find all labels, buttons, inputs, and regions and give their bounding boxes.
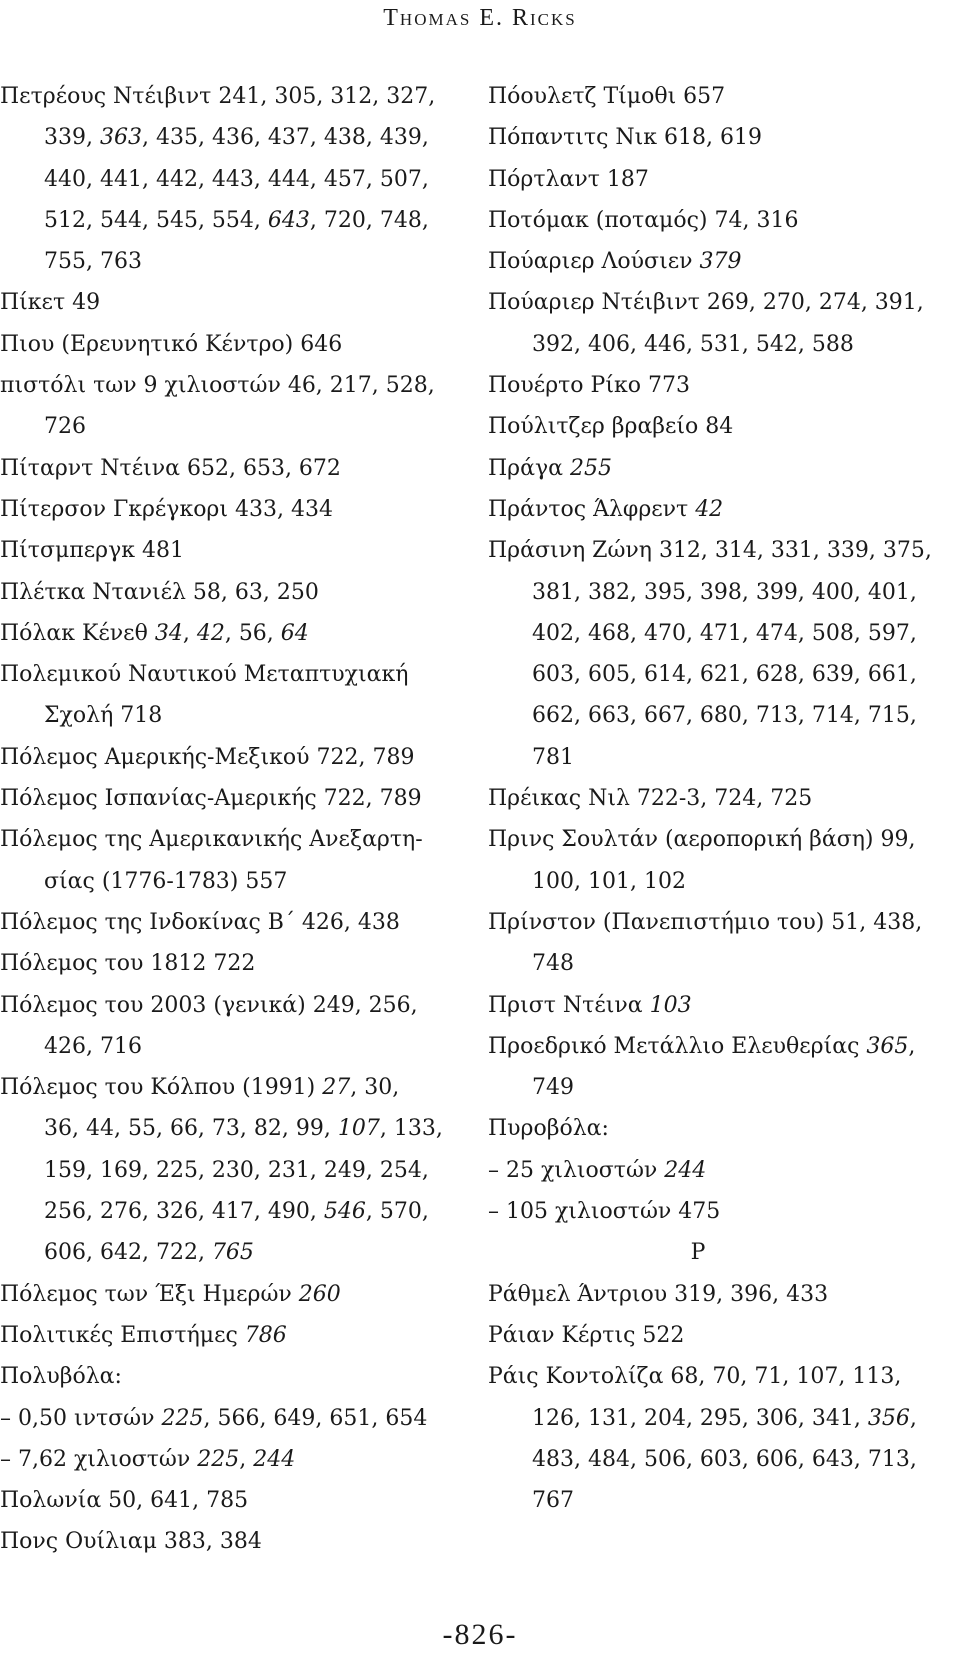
- index-entry: [488, 241, 928, 282]
- index-entry: [488, 819, 928, 860]
- entry-text: ,: [908, 1033, 916, 1059]
- index-column-right: [488, 76, 932, 1521]
- index-entry: [0, 985, 440, 1026]
- index-entry: [488, 1315, 928, 1356]
- entry-text: Πίτσμπεργκ 481: [0, 538, 184, 564]
- index-entry: [0, 365, 440, 406]
- entry-text: 483, 484, 506, 603, 606, 643, 713,: [532, 1446, 917, 1472]
- index-entry-continuation: [0, 406, 440, 447]
- italic-page-ref: 643: [267, 207, 310, 233]
- entry-text: Πόλεμος του 2003 (γενικά) 249, 256,: [0, 992, 418, 1018]
- entry-text: Πράντος Άλφρεντ: [488, 496, 696, 522]
- index-entry-continuation: [0, 695, 440, 736]
- index-entry: [0, 613, 440, 654]
- entry-text: 381, 382, 395, 398, 399, 400, 401,: [532, 579, 917, 605]
- entry-text: Ποτόμακ (ποταμός) 74, 316: [488, 207, 799, 233]
- italic-page-ref: 244: [664, 1157, 707, 1183]
- entry-text: 662, 663, 667, 680, 713, 714, 715,: [532, 703, 917, 729]
- index-entry-continuation: [488, 861, 928, 902]
- index-entry: [0, 489, 440, 530]
- index-entry: [0, 448, 440, 489]
- entry-text: – 7,62 χιλιοστών: [0, 1446, 198, 1472]
- entry-text: 748: [532, 951, 574, 977]
- index-entry-continuation: [0, 1191, 440, 1232]
- italic-page-ref: 365: [866, 1033, 909, 1059]
- index-entry-continuation: [488, 654, 928, 695]
- index-entry: [488, 1274, 928, 1315]
- entry-text: Πράγα: [488, 455, 570, 481]
- entry-text: , 30,: [350, 1075, 400, 1101]
- index-entry-continuation: [0, 1026, 440, 1067]
- entry-text: Πίτερσον Γκρέγκορι 433, 434: [0, 496, 333, 522]
- entry-text: 781: [532, 744, 574, 770]
- index-entry: [0, 1521, 440, 1562]
- entry-text: Πόπαντιτς Νικ 618, 619: [488, 125, 762, 151]
- entry-text: Πόλεμος του Κόλπου (1991): [0, 1075, 323, 1101]
- italic-page-ref: 27: [322, 1075, 351, 1101]
- index-entry: [0, 902, 440, 943]
- italic-page-ref: 786: [244, 1322, 287, 1348]
- entry-text: πιστόλι των 9 χιλιοστών 46, 217, 528,: [0, 373, 435, 399]
- index-entry-continuation: [488, 1439, 928, 1480]
- entry-text: Σχολή 718: [44, 703, 163, 729]
- entry-text: , 435, 436, 437, 438, 439,: [141, 125, 429, 151]
- index-entry-continuation: [488, 1398, 928, 1439]
- index-entry: [488, 1108, 928, 1149]
- entry-text: Πόλεμος της Ινδοκίνας Β΄ 426, 438: [0, 909, 400, 935]
- entry-text: Πονς Ουίλιαμ 383, 384: [0, 1529, 262, 1555]
- entry-text: – 0,50 ιντσών: [0, 1405, 162, 1431]
- index-entry: [0, 1315, 440, 1356]
- entry-text: 36, 44, 55, 66, 73, 82, 99,: [44, 1116, 338, 1142]
- italic-page-ref: 225: [161, 1405, 204, 1431]
- entry-text: 603, 605, 614, 621, 628, 639, 661,: [532, 662, 917, 688]
- entry-text: 126, 131, 204, 295, 306, 341,: [532, 1405, 868, 1431]
- italic-page-ref: 379: [699, 249, 742, 275]
- entry-text: Πούαριερ Ντέιβιντ 269, 270, 274, 391,: [488, 290, 924, 316]
- section-letter: Ρ: [690, 1240, 706, 1266]
- entry-text: 256, 276, 326, 417, 490,: [44, 1199, 324, 1225]
- index-entry: [488, 778, 928, 819]
- entry-text: 392, 406, 446, 531, 542, 588: [532, 331, 854, 357]
- entry-text: Πούλιτζερ βραβείο 84: [488, 414, 734, 440]
- entry-text: 440, 441, 442, 443, 444, 457, 507,: [44, 166, 429, 192]
- entry-text: Πρινς Σουλτάν (αεροπορική βάση) 99,: [488, 827, 916, 853]
- index-entry: [488, 489, 928, 530]
- entry-text: , 56,: [224, 620, 281, 646]
- entry-text: Ράις Κοντολίζα 68, 70, 71, 107, 113,: [488, 1364, 902, 1390]
- entry-text: – 25 χιλιοστών: [488, 1157, 665, 1183]
- index-entry-continuation: [0, 1150, 440, 1191]
- entry-text: , 566, 649, 651, 654: [203, 1405, 428, 1431]
- page-number: -826-: [442, 1618, 518, 1651]
- entry-text: 749: [532, 1075, 574, 1101]
- index-entry: [488, 365, 928, 406]
- index-entry: [488, 159, 928, 200]
- index-entry-continuation: [488, 695, 928, 736]
- entry-text: Προεδρικό Μετάλλιο Ελευθερίας: [488, 1033, 867, 1059]
- index-entry: [488, 902, 928, 943]
- italic-page-ref: 107: [337, 1116, 380, 1142]
- entry-text: Πόλεμος Αμερικής-Μεξικού 722, 789: [0, 744, 415, 770]
- entry-text: Πόλεμος των Έξι Ημερών: [0, 1281, 299, 1307]
- index-entry: [0, 1274, 440, 1315]
- italic-page-ref: 546: [323, 1199, 366, 1225]
- index-entry: [0, 1439, 440, 1480]
- entry-text: 402, 468, 470, 471, 474, 508, 597,: [532, 620, 917, 646]
- index-entry: [0, 737, 440, 778]
- index-entry-continuation: [0, 241, 440, 282]
- index-entry-continuation: [488, 1067, 928, 1108]
- italic-page-ref: 356: [867, 1405, 910, 1431]
- index-column-left: [0, 76, 443, 1563]
- italic-page-ref: 765: [211, 1240, 254, 1266]
- entry-text: Πολωνία 50, 641, 785: [0, 1488, 249, 1514]
- entry-text: 726: [44, 414, 86, 440]
- entry-text: Πολιτικές Επιστήμες: [0, 1322, 245, 1348]
- entry-text: Πόλεμος της Αμερικανικής Ανεξαρτη-: [0, 827, 423, 853]
- entry-text: ,: [909, 1405, 917, 1431]
- entry-text: Πόλακ Κένεθ: [0, 620, 155, 646]
- index-entry: [0, 1067, 440, 1108]
- entry-text: ,: [182, 620, 197, 646]
- index-entry: [488, 200, 928, 241]
- entry-text: Πράσινη Ζώνη 312, 314, 331, 339, 375,: [488, 538, 932, 564]
- italic-page-ref: 260: [298, 1281, 341, 1307]
- index-entry: [0, 1480, 440, 1521]
- index-entry-continuation: [488, 943, 928, 984]
- italic-page-ref: 363: [99, 125, 142, 151]
- index-entry-continuation: [0, 159, 440, 200]
- entry-text: Ράιαν Κέρτις 522: [488, 1322, 685, 1348]
- entry-text: 767: [532, 1488, 574, 1514]
- running-head: Thomas E. Ricks: [383, 5, 577, 31]
- index-entry: [488, 1356, 928, 1397]
- index-entry-continuation: [488, 737, 928, 778]
- entry-text: 606, 642, 722,: [44, 1240, 212, 1266]
- entry-text: Πολεμικού Ναυτικού Μεταπτυχιακή: [0, 662, 409, 688]
- entry-text: Πυροβόλα:: [488, 1116, 609, 1142]
- index-entry: [0, 530, 440, 571]
- entry-text: ,: [239, 1446, 254, 1472]
- entry-text: 100, 101, 102: [532, 868, 686, 894]
- index-entry-continuation: [488, 1480, 928, 1521]
- index-entry-continuation: [0, 200, 440, 241]
- entry-text: Πόλεμος του 1812 722: [0, 951, 256, 977]
- index-entry: [0, 1398, 440, 1439]
- index-entry-continuation: [0, 117, 440, 158]
- entry-text: 512, 544, 545, 554,: [44, 207, 268, 233]
- index-entry: [0, 324, 440, 365]
- index-entry-continuation: [0, 1232, 440, 1273]
- entry-text: σίας (1776-1783) 557: [44, 868, 288, 894]
- index-entry: [488, 530, 932, 571]
- index-entry-continuation: [0, 861, 440, 902]
- entry-text: Πούαριερ Λούσιεν: [488, 249, 700, 275]
- italic-page-ref: 225: [197, 1446, 240, 1472]
- index-entry: [0, 1356, 440, 1397]
- index-entry: [488, 448, 928, 489]
- index-entry: [488, 1191, 928, 1232]
- entry-text: , 720, 748,: [309, 207, 429, 233]
- index-entry: [488, 1026, 928, 1067]
- entry-text: Ράθμελ Άντριου 319, 396, 433: [488, 1281, 829, 1307]
- entry-text: 339,: [44, 125, 100, 151]
- entry-text: , 570,: [365, 1199, 429, 1225]
- index-entry: [0, 778, 440, 819]
- entry-text: Πλέτκα Ντανιέλ 58, 63, 250: [0, 579, 319, 605]
- italic-page-ref: 64: [280, 620, 309, 646]
- index-entry-continuation: [488, 613, 928, 654]
- index-entry: [488, 282, 928, 323]
- italic-page-ref: 255: [569, 455, 612, 481]
- entry-text: , 133,: [379, 1116, 443, 1142]
- index-entry-continuation: [488, 572, 928, 613]
- index-entry-continuation: [488, 324, 928, 365]
- entry-text: Πόλεμος Ισπανίας-Αμερικής 722, 789: [0, 786, 422, 812]
- entry-text: 755, 763: [44, 249, 142, 275]
- index-entry: [0, 76, 440, 117]
- italic-page-ref: 34: [154, 620, 183, 646]
- italic-page-ref: 42: [695, 496, 724, 522]
- index-entry: [488, 76, 928, 117]
- entry-text: – 105 χιλιοστών 475: [488, 1199, 721, 1225]
- entry-text: Πίκετ 49: [0, 290, 101, 316]
- index-entry: [0, 654, 440, 695]
- italic-page-ref: 103: [649, 992, 692, 1018]
- italic-page-ref: 244: [253, 1446, 296, 1472]
- entry-text: Πίταρντ Ντέινα 652, 653, 672: [0, 455, 341, 481]
- index-entry: [488, 1150, 928, 1191]
- entry-text: Πρίνστον (Πανεπιστήμιο του) 51, 438,: [488, 909, 923, 935]
- index-entry: [0, 572, 440, 613]
- index-entry: [488, 117, 928, 158]
- entry-text: Πόρτλαντ 187: [488, 166, 649, 192]
- index-entry: [488, 406, 928, 447]
- entry-text: Πολυβόλα:: [0, 1364, 122, 1390]
- entry-text: Πρέικας Νιλ 722-3, 724, 725: [488, 786, 813, 812]
- index-entry: [0, 943, 440, 984]
- entry-text: 159, 169, 225, 230, 231, 249, 254,: [44, 1157, 429, 1183]
- entry-text: Πόουλετζ Τίμοθι 657: [488, 84, 726, 109]
- entry-text: 426, 716: [44, 1033, 142, 1059]
- entry-text: Πετρέους Ντέιβιντ 241, 305, 312, 327,: [0, 84, 436, 109]
- index-entry-continuation: [0, 1108, 443, 1149]
- entry-text: Πριστ Ντέινα: [488, 992, 650, 1018]
- index-entry: [0, 282, 440, 323]
- entry-text: Πουέρτο Ρίκο 773: [488, 373, 690, 399]
- entry-text: Πιου (Ερευνητικό Κέντρο) 646: [0, 331, 343, 357]
- index-entry: [0, 819, 440, 860]
- italic-page-ref: 42: [196, 620, 225, 646]
- index-entry: [488, 985, 928, 1026]
